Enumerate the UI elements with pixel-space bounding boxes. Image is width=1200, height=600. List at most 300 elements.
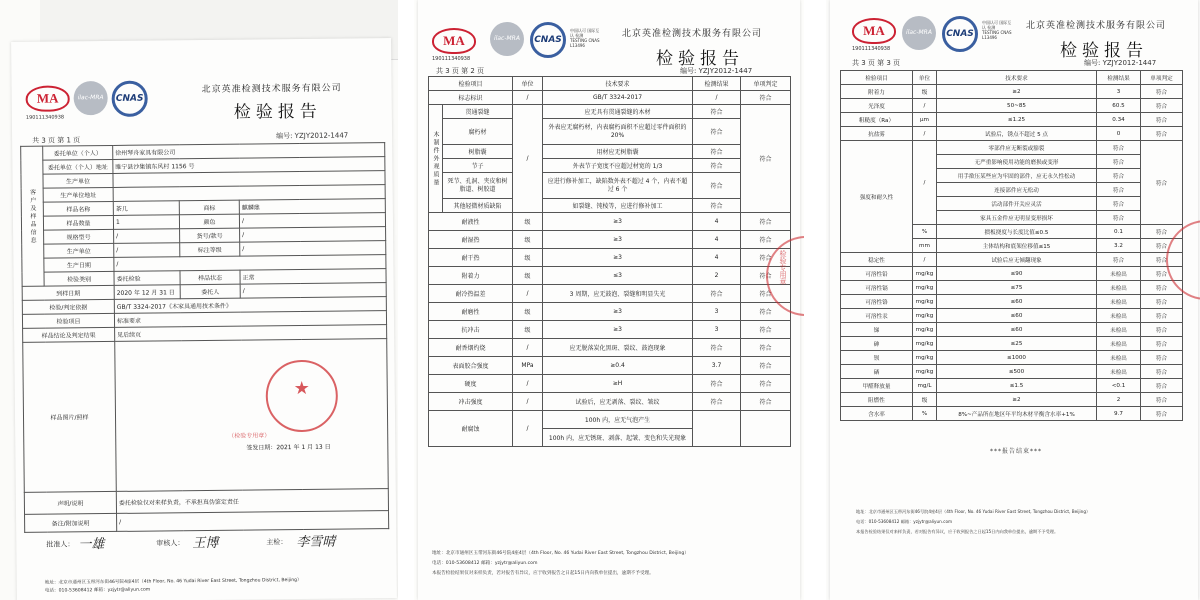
- row-label: 委托单位（个人）: [43, 145, 113, 160]
- cnas-subtext: 中国认可 国际互认 检测 TESTING CNAS L13496: [982, 20, 1012, 40]
- client-sample-table: [20, 142, 389, 533]
- review-signature: 王博: [192, 535, 219, 552]
- req: 试验后，锈点不超过 5 点: [937, 127, 1097, 141]
- spec: /: [114, 229, 180, 244]
- section-label: 客户及样品信息: [21, 146, 44, 286]
- result: 3: [1097, 85, 1141, 99]
- sample-state: 正常: [240, 269, 386, 285]
- judge: 符合: [1141, 323, 1183, 337]
- judge: 符合: [1141, 393, 1183, 407]
- perf-item: 耐液性: [429, 213, 513, 231]
- wood-unit: /: [513, 105, 543, 213]
- items: 标准要求: [114, 311, 386, 328]
- result: 2: [1097, 393, 1141, 407]
- perf-judge: 符合: [741, 267, 791, 285]
- judge: 符合: [1141, 253, 1183, 267]
- basis: GB/T 3324-2017《木家具通用技术条件》: [114, 297, 386, 314]
- strength-unit: /: [913, 141, 937, 225]
- strength-unit: %: [913, 225, 937, 239]
- row-value: 睢宁县沙集镇东风村 1156 号: [113, 157, 385, 174]
- wood-result: 符合: [693, 173, 741, 199]
- corrosion-unit: /: [513, 411, 543, 447]
- arrival-label: 到样日期: [22, 285, 114, 300]
- item: 可溶性铬: [841, 295, 913, 309]
- page-number: 共 3 页 第 3 页: [852, 59, 901, 67]
- perf-unit: /: [513, 393, 543, 411]
- wood-item: 树脂囊: [443, 145, 513, 159]
- cnas-subtext: 中国认可 国际互认 检测 TESTING CNAS L13496: [570, 28, 600, 48]
- item: 锑: [841, 323, 913, 337]
- corrosion-req: 100h 内，应无气泡产生: [543, 411, 693, 429]
- perf-item: 耐冷热温差: [429, 285, 513, 303]
- approve-label: 批准人：: [46, 540, 75, 549]
- unit: /: [913, 127, 937, 141]
- item: 可溶性汞: [841, 309, 913, 323]
- footer-address: 地址：北京市通州区玉带河东街46号院4座4层（4th Floor, No. 46 Yudai River East Street, Tongzhou District, Beijing）: [44, 577, 302, 586]
- wood-req: 外表节子宽度不应超过材宽的 1/3: [543, 159, 693, 173]
- item: 钡: [841, 351, 913, 365]
- col-header-item: 检验项目: [841, 71, 913, 85]
- review-label: 审核人：: [156, 539, 185, 548]
- report-end-mark: ***报告结束***: [990, 448, 1043, 455]
- strength-result: 0.1: [1097, 225, 1141, 239]
- ma-logo: MA: [26, 85, 70, 111]
- sample-qty-label: 样品数量: [43, 215, 113, 230]
- perf-judge: 符合: [741, 321, 791, 339]
- statement: 委托检验仅对来样负责，不承担真伪鉴定责任: [116, 489, 388, 514]
- photo-label: 样品图片/照样: [23, 341, 117, 492]
- wood-result: 符合: [693, 119, 741, 145]
- report-title: 检验报告: [1060, 41, 1148, 61]
- prod-date: /: [114, 255, 386, 272]
- row-label: 生产单位: [43, 173, 113, 188]
- judge: 符合: [1141, 99, 1183, 113]
- unit: mg/kg: [913, 365, 937, 379]
- wood-result: 符合: [693, 159, 741, 173]
- item: 光泽度: [841, 99, 913, 113]
- result: 未检出: [1097, 337, 1141, 351]
- judge: 符合: [1141, 365, 1183, 379]
- perf-item: 附着力: [429, 267, 513, 285]
- perf-judge: 符合: [741, 285, 791, 303]
- perf-result: 3: [693, 321, 741, 339]
- judge: 符合: [1141, 309, 1183, 323]
- remark: /: [117, 511, 389, 532]
- judge: 符合: [1141, 85, 1183, 99]
- unit: mg/L: [913, 379, 937, 393]
- result: 未检出: [1097, 309, 1141, 323]
- perf-req: ≥3: [543, 249, 693, 267]
- wood-req: 用材应无树脂囊: [543, 145, 693, 159]
- grade: /: [240, 241, 386, 257]
- strength-result: 符合: [1097, 141, 1141, 155]
- item: 稳定性: [841, 253, 913, 267]
- unit: 级: [913, 85, 937, 99]
- req: ≤60: [937, 323, 1097, 337]
- wood-result: 符合: [693, 105, 741, 119]
- strength-result: 符合: [1097, 183, 1141, 197]
- footer-note: 本报告检验结果仅对来样负责，若对报告有异议，应于收到报告之日起15日内向我单位提出，逾期不予受理。: [432, 571, 654, 576]
- corrosion-item: 耐腐蚀: [429, 411, 513, 447]
- perf-req: ≥H: [543, 375, 693, 393]
- col-header-item: 检验项目: [429, 77, 513, 91]
- perf-judge: 符合: [741, 339, 791, 357]
- col-header-judge: 单项判定: [1141, 71, 1183, 85]
- result: 0.34: [1097, 113, 1141, 127]
- result: 未检出: [1097, 295, 1141, 309]
- perf-judge: 符合: [741, 231, 791, 249]
- conclusion-label: 样品结论及判定结果: [23, 327, 115, 342]
- perf-req: 3 周期，应无鼓泡、裂缝和明显失光: [543, 285, 693, 303]
- trademark: 麒麟鼎: [239, 199, 385, 215]
- wood-judge: 符合: [741, 105, 791, 213]
- perf-result: 3: [693, 303, 741, 321]
- report-page-3-photo: [826, 0, 1200, 600]
- result: 60.5: [1097, 99, 1141, 113]
- unit: mg/kg: [913, 337, 937, 351]
- perf-result: 4: [693, 249, 741, 267]
- judge: 符合: [1141, 337, 1183, 351]
- item: 硒: [841, 365, 913, 379]
- req: ≤60: [937, 295, 1097, 309]
- producer: /: [114, 243, 180, 258]
- perf-result: 4: [693, 231, 741, 249]
- judge: 符合: [1141, 113, 1183, 127]
- col-header-result: 检测结果: [693, 77, 741, 91]
- conclusion: 见后续页: [115, 325, 387, 342]
- result: 未检出: [1097, 267, 1141, 281]
- strength-req: 零部件应无断裂或豁裂: [937, 141, 1097, 155]
- trademark-label: 商标: [179, 200, 239, 215]
- test-results-table: [428, 76, 791, 447]
- report-title: 检验报告: [656, 49, 744, 69]
- judge: 符合: [1141, 281, 1183, 295]
- unit: mg/kg: [913, 295, 937, 309]
- sample-state-label: 样品状态: [180, 270, 240, 285]
- req: ≤500: [937, 365, 1097, 379]
- perf-req: ≥3: [543, 213, 693, 231]
- report-page-2-photo: [414, 0, 804, 600]
- perf-result: 3.7: [693, 357, 741, 375]
- unit: mg/kg: [913, 309, 937, 323]
- wood-req: 如裂缝、钝棱等，应进行修补加工: [543, 199, 693, 213]
- ma-number: 190111340938: [852, 46, 891, 52]
- color-label: 颜色: [179, 214, 239, 229]
- mark-judge: 符合: [741, 91, 791, 105]
- perf-unit: 级: [513, 321, 543, 339]
- ilac-logo: ilac-MRA: [902, 16, 936, 50]
- item: 可溶性镉: [841, 281, 913, 295]
- item: 含水率: [841, 407, 913, 421]
- perf-req: ≤3: [543, 267, 693, 285]
- report-page-2: [418, 0, 800, 600]
- perf-req: 试验后，应无剥落、裂纹、皱纹: [543, 393, 693, 411]
- req: 8%~产品所在地区年平均木材平衡含水率+1%: [937, 407, 1097, 421]
- company-name: 北京英准检测技术服务有限公司: [1026, 21, 1167, 31]
- strength-result: 符合: [1097, 197, 1141, 211]
- report-page-3: [830, 0, 1198, 600]
- perf-judge: 符合: [741, 375, 791, 393]
- req: ≥2: [937, 393, 1097, 407]
- ma-number: 190111340938: [432, 56, 471, 62]
- wood-req: 应无具有贯通裂缝的木材: [543, 105, 693, 119]
- report-title: 检验报告: [233, 101, 322, 123]
- mark-req: GB/T 3324-2017: [543, 91, 693, 105]
- req: ≤60: [937, 309, 1097, 323]
- result: <0.1: [1097, 379, 1141, 393]
- perf-req: ≥3: [543, 303, 693, 321]
- items-label: 检验项目: [22, 313, 114, 328]
- photo-area: [115, 339, 389, 492]
- perf-req: 应无脱落炭化黑斑、裂纹、鼓泡现象: [543, 339, 693, 357]
- seam-stamp-label: 检验专用章: [779, 250, 787, 285]
- strength-result: 3.2: [1097, 239, 1141, 253]
- col-header-unit: 单位: [913, 71, 937, 85]
- page-number: 共 3 页 第 2 页: [436, 67, 485, 75]
- client: /: [240, 283, 386, 299]
- cnas-logo: CNAS: [111, 81, 147, 117]
- page-number: 共 3 页 第 1 页: [32, 136, 81, 145]
- req: ≤75: [937, 281, 1097, 295]
- strength-unit: mm: [913, 239, 937, 253]
- grade-label: 标注等级: [180, 242, 240, 257]
- sample-name: 茶几: [113, 201, 179, 216]
- unit: %: [913, 407, 937, 421]
- unit: 级: [913, 393, 937, 407]
- client-label: 委托人: [180, 284, 240, 299]
- strength-result: 符合: [1097, 211, 1141, 225]
- req: ≤1.25: [937, 113, 1097, 127]
- perf-judge: 符合: [741, 213, 791, 231]
- test-results-table: [840, 70, 1183, 421]
- inspection-stamp: [265, 360, 338, 433]
- unit: mg/kg: [913, 267, 937, 281]
- perf-req: ≥0.4: [543, 357, 693, 375]
- strength-result: 符合: [1097, 169, 1141, 183]
- cnas-logo: CNAS: [942, 16, 978, 52]
- ma-number: 190111340938: [25, 114, 65, 121]
- result: 9.7: [1097, 407, 1141, 421]
- spec-label: 规格型号: [44, 229, 114, 244]
- footer-address: 地址：北京市通州区玉带河东街46号院4座4层（4th Floor, No. 46 Yudai River East Street, Tongzhou District, Beijing）: [856, 509, 1091, 514]
- perf-unit: /: [513, 339, 543, 357]
- main-inspector-label: 主检：: [266, 538, 288, 547]
- perf-judge: 符合: [741, 357, 791, 375]
- unit: /: [913, 99, 937, 113]
- result: 未检出: [1097, 351, 1141, 365]
- judge: 符合: [1141, 127, 1183, 141]
- perf-unit: 级: [513, 303, 543, 321]
- perf-result: 符合: [693, 393, 741, 411]
- perf-unit: 级: [513, 213, 543, 231]
- corrosion-req: 100h 内，应无锈斑、剥落、起皱、变色和失光现象: [543, 429, 693, 447]
- wood-req: 应进行修补加工，缺陷数外表不超过 4 个，内表不超过 6 个: [543, 173, 693, 199]
- wood-item: 死节、孔洞、夹皮和树脂道、树胶道: [443, 173, 513, 199]
- color: /: [239, 213, 385, 229]
- footer-note: 本报告检验结果仅对来样负责，若对报告有异议，应于收到报告之日起15日内向我单位提出，逾期不予受理。: [856, 529, 1059, 534]
- wood-result: 符合: [693, 145, 741, 159]
- req: ≤1.5: [937, 379, 1097, 393]
- req: ≥2: [937, 85, 1097, 99]
- row-label: 生产单位地址: [43, 187, 113, 202]
- statement-label: 声明/说明: [24, 491, 116, 514]
- judge: 符合: [1141, 295, 1183, 309]
- req: ≤25: [937, 337, 1097, 351]
- result: 未检出: [1097, 365, 1141, 379]
- inspect-type: 委托检验: [114, 271, 180, 286]
- footer-address: 地址：北京市通州区玉带河东街46号院4座4层（4th Floor, No. 46 Yudai River East Street, Tongzhou District, Beijing）: [432, 551, 689, 556]
- perf-item: 抗冲击: [429, 321, 513, 339]
- approve-signature: 一雄: [78, 537, 105, 553]
- item: 砷: [841, 337, 913, 351]
- corrosion-judge: [741, 411, 791, 447]
- strength-judge: 符合: [1141, 239, 1183, 253]
- wood-item: 其他轻微材质缺陷: [443, 199, 513, 213]
- strength-result: 符合: [1097, 155, 1141, 169]
- ilac-logo: ilac-MRA: [490, 22, 524, 56]
- strength-req: 无严重影响使用功能的磨损或变形: [937, 155, 1097, 169]
- unit: mg/kg: [913, 351, 937, 365]
- report-number: 编号: YZJY2012-1447: [680, 67, 753, 75]
- col-header-unit: 单位: [513, 77, 543, 91]
- wood-item: 节子: [443, 159, 513, 173]
- footer-contact: 电话：010-53608412 邮箱：yzjytr@aliyun.com: [432, 561, 538, 566]
- perf-result: 4: [693, 213, 741, 231]
- corrosion-result: [693, 411, 741, 447]
- producer-label: 生产单位: [44, 243, 114, 258]
- row-value: 徐州琴舟家具有限公司: [113, 143, 385, 160]
- strength-req: 家具五金件应无明显变形损坏: [937, 211, 1097, 225]
- result: 0: [1097, 127, 1141, 141]
- ma-logo: MA: [432, 28, 476, 54]
- company-name: 北京英准检测技术服务有限公司: [201, 83, 342, 96]
- col-header-req: 技术要求: [937, 71, 1097, 85]
- strength-req: 用手揿压某些应为牢固的部件，应无永久性松动: [937, 169, 1097, 183]
- perf-unit: /: [513, 375, 543, 393]
- wood-req: 外表应无腐朽材，内表腐朽面积不应超过零件面积的 20%: [543, 119, 693, 145]
- result: 未检出: [1097, 323, 1141, 337]
- perf-result: 符合: [693, 375, 741, 393]
- strength-group-label: 强度和耐久性: [841, 141, 913, 253]
- perf-item: 表面胶合强度: [429, 357, 513, 375]
- issue-date: 签发日期：2021 年 1 月 13 日: [246, 443, 331, 452]
- company-name: 北京英准检测技术服务有限公司: [622, 29, 763, 39]
- perf-judge: 符合: [741, 249, 791, 267]
- perf-result: 符合: [693, 285, 741, 303]
- perf-result: 2: [693, 267, 741, 285]
- item: 可溶性铅: [841, 267, 913, 281]
- sample-qty: 1: [113, 215, 179, 230]
- wood-group-label: 木制件外观质量: [429, 105, 443, 213]
- item: 粗糙度（Ra）: [841, 113, 913, 127]
- mark-result: /: [693, 91, 741, 105]
- stamp-star-icon: ★: [293, 377, 310, 400]
- cnas-logo: CNAS: [530, 22, 566, 58]
- unit: mg/kg: [913, 281, 937, 295]
- strength-judge: 符合: [1141, 225, 1183, 239]
- unit: /: [913, 253, 937, 267]
- perf-item: 耐香烟灼烧: [429, 339, 513, 357]
- report-page-1: [11, 38, 397, 600]
- req: 试验后应无倾翻现象: [937, 253, 1097, 267]
- perf-unit: 级: [513, 267, 543, 285]
- report-page-1-photo: [0, 0, 398, 600]
- judge: 符合: [1141, 351, 1183, 365]
- batch: /: [240, 227, 386, 243]
- result: 符合: [1097, 253, 1141, 267]
- perf-req: ≥3: [543, 231, 693, 249]
- item: 阻燃性: [841, 393, 913, 407]
- remark-label: 备注/附加说明: [25, 513, 117, 532]
- col-header-judge: 单项判定: [741, 77, 791, 91]
- perf-item: 冲击强度: [429, 393, 513, 411]
- judge: 符合: [1141, 267, 1183, 281]
- perf-unit: 级: [513, 231, 543, 249]
- prod-date-label: 生产日期: [44, 257, 114, 272]
- result: 未检出: [1097, 281, 1141, 295]
- mark-item: 标志标识: [429, 91, 513, 105]
- judge: 符合: [1141, 407, 1183, 421]
- arrival-date: 2020 年 12 月 31 日: [114, 285, 180, 300]
- unit: μm: [913, 113, 937, 127]
- batch-label: 货号/款号: [180, 228, 240, 243]
- strength-req: 连接部件应无松动: [937, 183, 1097, 197]
- report-number: 编号: YZJY2012-1447: [276, 131, 349, 141]
- mark-unit: /: [513, 91, 543, 105]
- item: 附着力: [841, 85, 913, 99]
- perf-req: ≥3: [543, 321, 693, 339]
- footer-contact: 电话：010-53608412 邮箱：yzjytr@aliyun.com: [856, 519, 953, 524]
- row-label: 委托单位（个人）地址: [43, 159, 113, 174]
- sample-name-label: 样品名称: [43, 201, 113, 216]
- main-inspector-signature: 李雪晴: [296, 534, 336, 551]
- perf-unit: 级: [513, 249, 543, 267]
- basis-label: 检验/判定依据: [22, 299, 114, 314]
- judge: 符合: [1141, 379, 1183, 393]
- col-header-result: 检测结果: [1097, 71, 1141, 85]
- strength-req: 主体结构和底架位移值≤15: [937, 239, 1097, 253]
- stamp-note: （检验专用章）: [228, 432, 271, 440]
- req: ≤1000: [937, 351, 1097, 365]
- strength-req: 活动部件开关应灵活: [937, 197, 1097, 211]
- req: ≤90: [937, 267, 1097, 281]
- perf-unit: MPa: [513, 357, 543, 375]
- perf-unit: /: [513, 285, 543, 303]
- wood-item: 腐朽材: [443, 119, 513, 145]
- item: 甲醛释放量: [841, 379, 913, 393]
- perf-judge: 符合: [741, 393, 791, 411]
- perf-item: 硬度: [429, 375, 513, 393]
- strength-judge: 符合: [1141, 141, 1183, 225]
- ma-logo: MA: [852, 18, 896, 44]
- req: 50~85: [937, 99, 1097, 113]
- perf-result: 符合: [693, 339, 741, 357]
- inspect-type-label: 检验类别: [44, 271, 114, 286]
- ilac-logo: ilac-MRA: [73, 81, 107, 115]
- wood-result: 符合: [693, 199, 741, 213]
- perf-item: 耐干热: [429, 249, 513, 267]
- perf-item: 耐磨性: [429, 303, 513, 321]
- perf-judge: 符合: [741, 303, 791, 321]
- col-header-req: 技术要求: [543, 77, 693, 91]
- perf-item: 耐湿热: [429, 231, 513, 249]
- wood-item: 贯通裂缝: [443, 105, 513, 119]
- item: 抗盐雾: [841, 127, 913, 141]
- unit: mg/kg: [913, 323, 937, 337]
- footer-contact: 电话：010-53608412 邮箱：yzjytr@aliyun.com: [44, 587, 151, 594]
- report-number: 编号: YZJY2012-1447: [1084, 59, 1157, 67]
- strength-req: 掼板挠度与长度比值≤0.5: [937, 225, 1097, 239]
